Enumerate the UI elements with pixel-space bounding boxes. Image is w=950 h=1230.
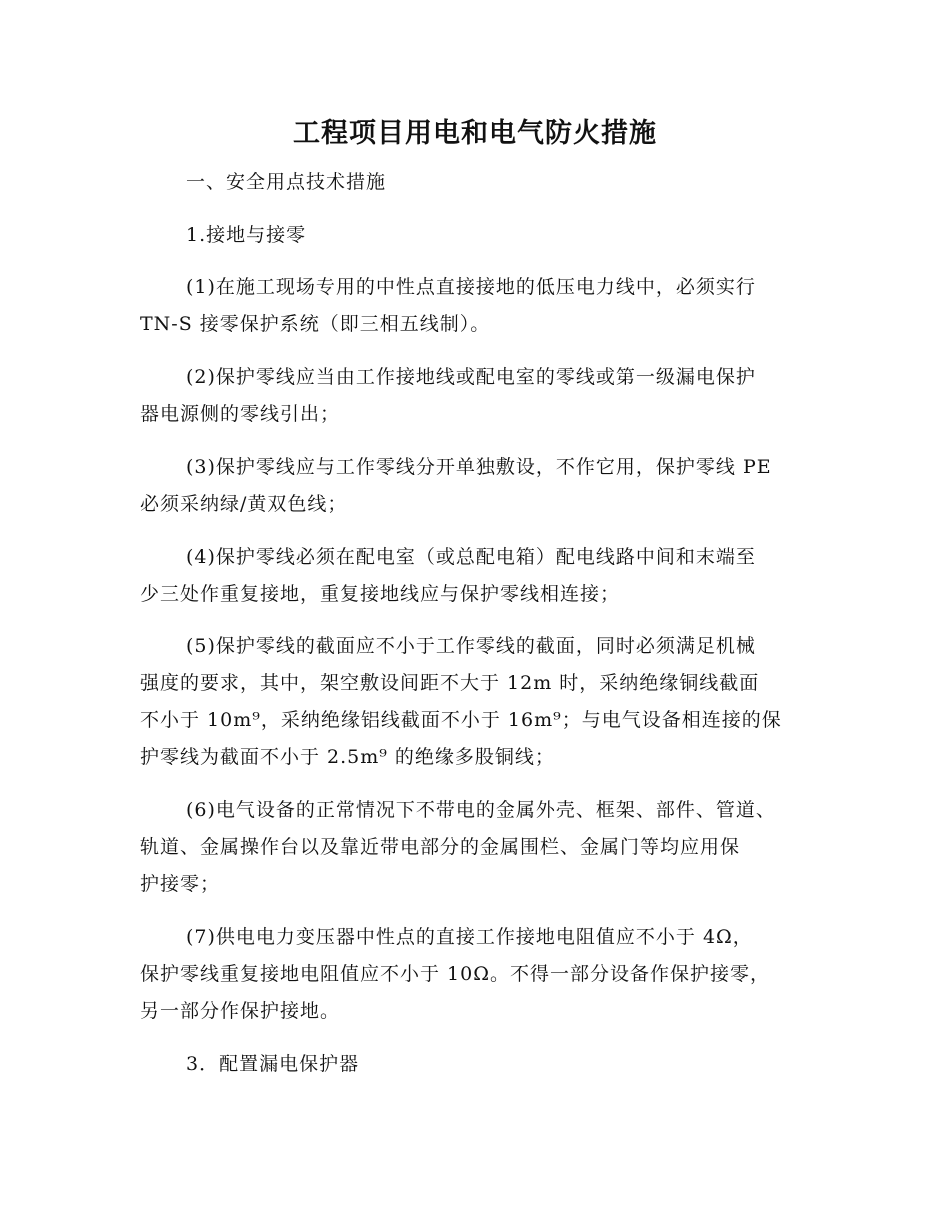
paragraph-line: 护接零； <box>140 873 221 895</box>
paragraph-line: TN-S 接零保护系统（即三相五线制）。 <box>140 313 491 335</box>
paragraph-line: (2)保护零线应当由工作接地线或配电室的零线或第一级漏电保护 <box>186 366 756 388</box>
paragraph-item-4 <box>140 539 820 613</box>
paragraph-line: (7)供电电力变压器中性点的直接工作接地电阻值应不小于 4Ω， <box>186 926 753 948</box>
paragraph-item-3 <box>140 449 820 523</box>
paragraph-line: 强度的要求，其中，架空敷设间距不大于 12m 时，采纳绝缘铜线截面 <box>140 672 760 694</box>
subheading-grounding-text: 1.接地与接零 <box>186 224 307 246</box>
subheading-leakage-protector <box>140 1046 820 1083</box>
subheading-leakage-protector-text: 3．配置漏电保护器 <box>186 1053 360 1075</box>
paragraph-line: 轨道、金属操作台以及靠近带电部分的金属围栏、金属门等均应用保 <box>140 836 741 858</box>
paragraph-line: 护零线为截面不小于 2.5m⁹ 的绝缘多股铜线； <box>140 746 555 768</box>
paragraph-line: (3)保护零线应与工作零线分开单独敷设，不作它用，保护零线 PE <box>186 456 772 478</box>
subheading-grounding <box>140 217 820 254</box>
paragraph-line: 器电源侧的零线引出； <box>140 403 341 425</box>
paragraph-item-7 <box>140 919 820 1030</box>
document-title: 工程项目用电和电气防火措施 <box>293 118 657 149</box>
paragraph-line: 保护零线重复接地电阻值应不小于 10Ω。不得一部分设备作保护接零， <box>140 963 770 985</box>
paragraph-item-5 <box>140 628 820 776</box>
section-heading <box>140 164 820 201</box>
paragraph-line: 必须采纳绿/黄双色线； <box>140 493 348 515</box>
paragraph-line: 另一部分作保护接地。 <box>140 1000 341 1022</box>
paragraph-line: (4)保护零线必须在配电室（或总配电箱）配电线路中间和末端至 <box>186 546 756 568</box>
paragraph-item-1 <box>140 269 820 343</box>
paragraph-line: (6)电气设备的正常情况下不带电的金属外壳、框架、部件、管道、 <box>186 799 776 821</box>
paragraph-line: (5)保护零线的截面应不小于工作零线的截面，同时必须满足机械 <box>186 635 756 657</box>
paragraph-line: (1)在施工现场专用的中性点直接接地的低压电力线中，必须实行 <box>186 276 756 298</box>
paragraph-item-2 <box>140 359 820 433</box>
paragraph-line: 少三处作重复接地，重复接地线应与保护零线相连接； <box>140 583 621 605</box>
paragraph-line: 不小于 10m⁹，采纳绝缘铝线截面不小于 16m⁹；与电气设备相连接的保 <box>140 709 782 731</box>
paragraph-item-6 <box>140 792 820 903</box>
section-heading-text: 一、安全用点技术措施 <box>186 171 387 193</box>
